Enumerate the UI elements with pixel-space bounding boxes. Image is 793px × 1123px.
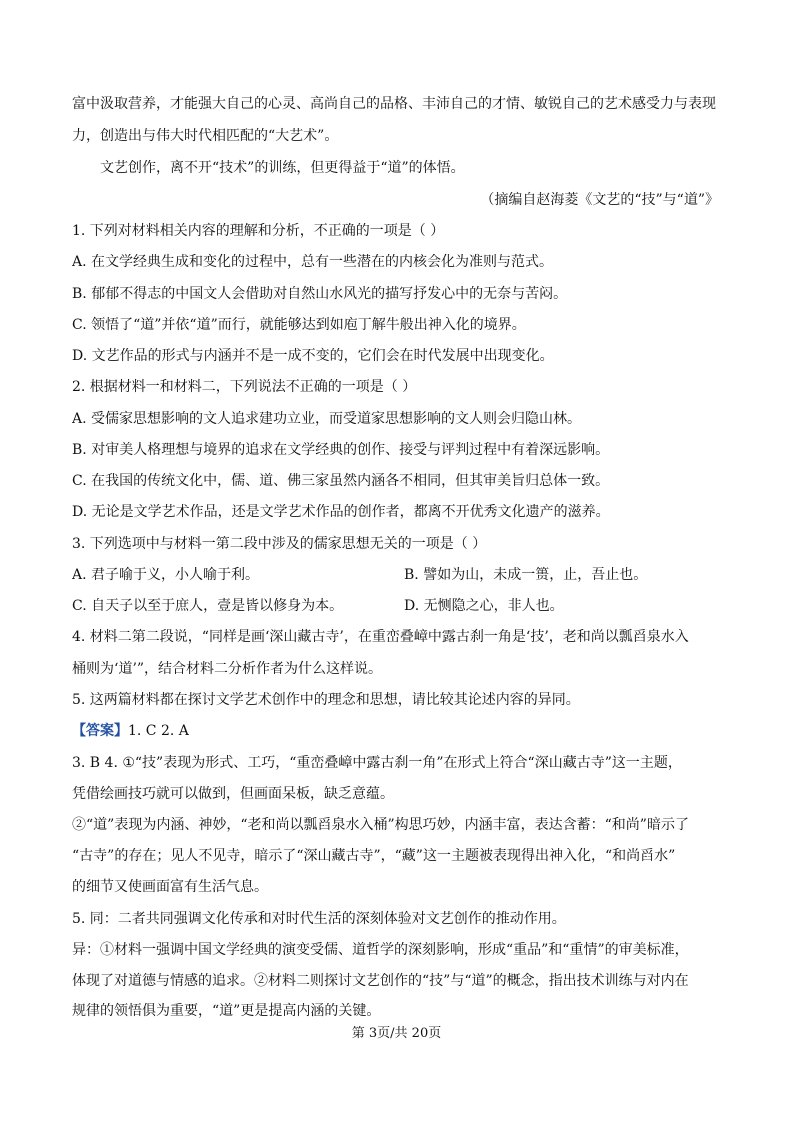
question-2-option-a: A. 受儒家思想影响的文人追求建功立业，而受道家思想影响的文人则会归隐山林。 [72,411,582,427]
page-footer: 第 3页/共 20页 [351,1026,442,1041]
answer-line: ②“道”表现为内涵、神妙，“老和尚以瓢舀泉水入桶”构思巧妙，内涵丰富，表达含蓄：“和尚”暗示了 [72,817,689,833]
paragraph-line: 力，创造出与伟大时代相匹配的“大艺术”。 [72,128,339,144]
question-2-option-c: C. 在我国的传统文化中，儒、道、佛三家虽然内涵各不相同，但其审美旨归总体一致。 [72,473,610,489]
question-4-stem: 桶则为‘道’”，结合材料二分析作者为什么这样说。 [72,661,383,677]
question-2-stem: 2. 根据材料一和材料二，下列说法不正确的一项是（ ） [72,379,417,395]
answer-line: 规律的领悟俱为重要，“道”更是提高内涵的关键。 [72,1003,381,1019]
question-2-option-d: D. 无论是文学艺术作品，还是文学艺术作品的创作者，都离不开优秀文化遗产的滋养。 [72,504,610,520]
answer-line: 3. B 4. ①“技”表现为形式、工巧，“重峦叠嶂中露古刹一角”在形式上符合“深山藏古寺”这一主题， [72,755,682,771]
source-citation: （摘编自赵海菱《文艺的“技”与“道”》 [480,192,719,208]
question-1-option-b: B. 郁郁不得志的中国文人会借助对自然山水风光的描写抒发心中的无奈与苦闷。 [72,286,568,302]
question-3-option-d: D. 无恻隐之心，非人也。 [404,598,564,614]
question-1-option-c: C. 领悟了“道”并依“道”而行，就能够达到如庖丁解牛般出神入化的境界。 [72,317,526,333]
question-3-options-row [72,564,732,586]
answer-line: 5. 同：二者共同强调文化传承和对时代生活的深刻体验对文艺创作的推动作用。 [72,911,566,927]
answer-line: 异：①材料一强调中国文学经典的演变受儒、道哲学的深刻影响，形成“重品”和“重情”的审美标准， [72,942,689,958]
question-1-option-d: D. 文艺作品的形式与内涵并不是一成不变的，它们会在时代发展中出现变化。 [72,348,554,364]
paragraph-line: 富中汲取营养，才能强大自己的心灵、高尚自己的品格、丰沛自己的才情、敏锐自己的艺术感受力与表现 [72,96,716,112]
question-5-stem: 5. 这两篇材料都在探讨文学艺术创作中的理念和思想，请比较其论述内容的异同。 [72,692,580,708]
question-1-option-a: A. 在文学经典生成和变化的过程中，总有一些潜在的内核会化为准则与范式。 [72,254,554,270]
question-3-options-row [72,595,732,617]
answer-line: 凭借绘画技巧就可以做到，但画面呆板，缺乏意蕴。 [72,786,394,802]
question-3-option-b: B. 譬如为山，未成一篑，止，吾止也。 [404,567,648,583]
answer-text: 1. C 2. A [128,723,189,739]
question-1-stem: 1. 下列对材料相关内容的理解和分析，不正确的一项是（ ） [72,223,445,239]
answer-label: 【答案】 [72,723,128,739]
paragraph-line: 文艺创作，离不开“技术”的训练，但更得益于“道”的体悟。 [100,160,465,176]
answer-line [72,720,732,742]
question-3-option-c: C. 自天子以至于庶人，壹是皆以修身为本。 [72,598,344,614]
answer-line: 体现了对道德与情感的追求。②材料二则探讨文艺创作的“技”与“道”的概念，指出技术训练与对内在 [72,973,689,989]
answer-line: 的细节又使画面富有生活气息。 [72,879,268,895]
question-3-option-a: A. 君子喻于义，小人喻于利。 [72,567,260,583]
answer-line: “古寺”的存在；见人不见寺，暗示了“深山藏古寺”，“藏”这一主题被表现得出神入化，“和尚舀水” [72,848,676,864]
question-2-option-b: B. 对审美人格理想与境界的追求在文学经典的创作、接受与评判过程中有着深远影响。 [72,442,610,458]
question-4-stem: 4. 材料二第二段说，“同样是画‘深山藏古寺’，在重峦叠嶂中露古刹一角是‘技’，老和尚以瓢舀泉水入 [72,629,689,645]
question-3-stem: 3. 下列选项中与材料一第二段中涉及的儒家思想无关的一项是（ ） [72,536,487,552]
